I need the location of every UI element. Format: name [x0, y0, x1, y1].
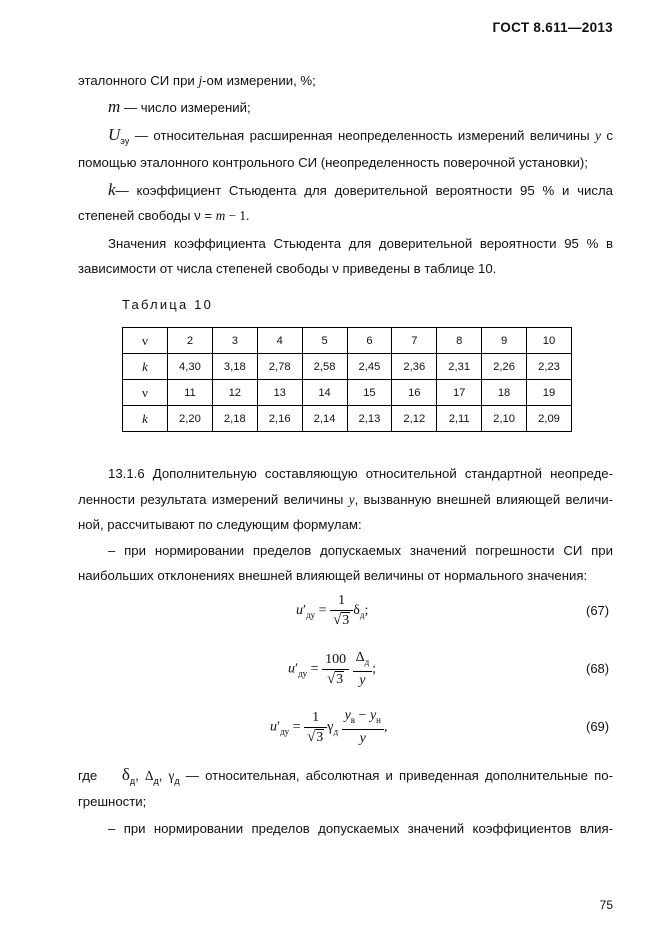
- table-cell: 2,23: [527, 354, 572, 380]
- subscript: д: [174, 776, 180, 786]
- denominator: y: [359, 731, 366, 746]
- table-cell: 4: [257, 328, 302, 354]
- prime: ′: [295, 661, 299, 677]
- bullet-1-line2: наибольших отклонениях внешней влияющей величины от нормального значения:: [78, 568, 588, 583]
- var-m: m: [108, 97, 121, 116]
- sqrt-icon: √: [333, 612, 342, 628]
- formula-lhs: u: [296, 603, 303, 619]
- equation-number-69: (69): [586, 719, 610, 734]
- punct: ,: [135, 768, 139, 783]
- text: − 1.: [225, 208, 250, 223]
- formula-lhs: u: [270, 719, 277, 735]
- text: ленности результата измерений величины: [78, 492, 349, 507]
- formula-69: [270, 708, 388, 747]
- equals-sign: =: [310, 661, 319, 677]
- denominator: [304, 728, 327, 746]
- subscript: н: [376, 715, 381, 725]
- var-U-subscript: эу: [120, 136, 130, 146]
- subscript: д: [153, 776, 159, 786]
- table-cell: 2: [168, 328, 213, 354]
- denominator: [322, 670, 349, 688]
- var-m: m: [215, 208, 226, 223]
- table-cell: 15: [347, 380, 392, 406]
- text: эталонного СИ при: [78, 73, 199, 88]
- bullet-2: – при нормировании пределов допускаемых значений коэффициентов влия-: [108, 821, 613, 836]
- table-cell: 5: [302, 328, 347, 354]
- text: с: [600, 128, 613, 143]
- fraction: [330, 593, 353, 629]
- table-row: [123, 328, 572, 354]
- gamma-symbol: γ: [168, 768, 175, 783]
- prime: ′: [277, 719, 281, 735]
- document-header: ГОСТ 8.611—2013: [492, 20, 613, 35]
- denominator: [330, 611, 353, 629]
- table-cell: 2,12: [392, 406, 437, 432]
- table-row: [123, 406, 572, 432]
- var-y: y: [369, 708, 377, 723]
- sqrt-argument: 3: [342, 613, 350, 628]
- punct: ,: [158, 768, 163, 783]
- table-cell: 19: [527, 380, 572, 406]
- table-cell: 14: [302, 380, 347, 406]
- page-number: 75: [599, 898, 613, 912]
- subscript: дy: [306, 610, 316, 621]
- var-U: U: [108, 125, 121, 144]
- table-cell: 2,16: [257, 406, 302, 432]
- subscript: д: [333, 726, 339, 737]
- section-13-1-6-line2: [78, 487, 613, 513]
- table-cell: 3: [212, 328, 257, 354]
- text: степеней свободы ν =: [78, 208, 216, 223]
- row-header: k: [123, 354, 168, 380]
- formula-68: [288, 650, 376, 689]
- formula-67: [296, 593, 368, 629]
- var-k: k: [108, 180, 116, 199]
- delta-symbol: δ: [353, 603, 360, 619]
- subscript: д: [364, 657, 370, 667]
- text: — коэффициент Стьюдента для доверительной вероятности 95 % и числа: [115, 183, 613, 198]
- minus-sign: −: [355, 708, 370, 723]
- table-cell: 4,30: [168, 354, 213, 380]
- var-y: y: [344, 708, 351, 723]
- table-cell: 3,18: [212, 354, 257, 380]
- denominator: y: [359, 673, 366, 688]
- paragraph-student: Значения коэффициента Стьюдента для доверительной вероятности 95 % в: [108, 236, 613, 251]
- table-cell: 2,13: [347, 406, 392, 432]
- fraction: [353, 650, 373, 689]
- table-cell: 2,14: [302, 406, 347, 432]
- table-cell: 2,11: [437, 406, 482, 432]
- delta-symbol: Δ: [144, 768, 154, 783]
- table-row: [123, 380, 572, 406]
- table-row: [123, 354, 572, 380]
- definition-m: [78, 94, 613, 121]
- table-cell: 16: [392, 380, 437, 406]
- where-clause-line2: грешности;: [78, 794, 147, 809]
- text: — число измерений;: [120, 100, 251, 115]
- paragraph-continuation: [78, 68, 613, 94]
- numerator: 1: [330, 593, 353, 611]
- row-header: k: [123, 406, 168, 432]
- numerator: [342, 708, 384, 730]
- sqrt-argument: 3: [336, 671, 344, 687]
- gamma-symbol: γ: [327, 719, 334, 735]
- text: , вызванную внешней влияющей величи-: [354, 492, 613, 507]
- punct: ,: [384, 719, 388, 735]
- table-body: [123, 328, 572, 432]
- student-coefficient-table: [122, 327, 572, 432]
- section-13-1-6: 13.1.6 Дополнительную составляющую относительной стандартной неопреде-: [108, 466, 613, 481]
- fraction: [304, 710, 327, 746]
- delta-symbol: δ: [121, 765, 130, 784]
- delta-symbol: Δ: [355, 650, 365, 665]
- table-cell: 2,26: [482, 354, 527, 380]
- text: — относительная, абсолютная и приведенная дополнительные по-: [179, 768, 613, 783]
- table-cell: 9: [482, 328, 527, 354]
- table-cell: 2,10: [482, 406, 527, 432]
- section-13-1-6-line3: ной, рассчитывают по следующим формулам:: [78, 517, 362, 532]
- prime: ′: [303, 603, 307, 619]
- table-cell: 11: [168, 380, 213, 406]
- subscript: д: [359, 610, 365, 621]
- sqrt-argument: 3: [316, 729, 324, 745]
- var-y: y: [348, 492, 355, 507]
- var-y: y: [595, 128, 601, 143]
- table-cell: 2,09: [527, 406, 572, 432]
- definition-k-line2: [78, 203, 613, 229]
- table-cell: 10: [527, 328, 572, 354]
- table-cell: 2,31: [437, 354, 482, 380]
- table-cell: 2,45: [347, 354, 392, 380]
- table-cell: 2,36: [392, 354, 437, 380]
- sqrt-icon: √: [307, 728, 316, 745]
- table-cell: 17: [437, 380, 482, 406]
- subscript: дy: [280, 726, 290, 737]
- fraction: [342, 708, 384, 747]
- numerator: 1: [304, 710, 327, 728]
- punct: ;: [364, 603, 369, 619]
- sqrt-icon: √: [326, 670, 336, 687]
- equation-number-68: (68): [586, 661, 610, 676]
- numerator: [353, 650, 373, 672]
- equals-sign: =: [292, 719, 301, 735]
- subscript: д: [129, 776, 136, 786]
- bullet-1: – при нормировании пределов допускаемых значений погрешности СИ при: [108, 543, 613, 558]
- text: где: [78, 768, 98, 783]
- table-cell: 12: [212, 380, 257, 406]
- table-caption: Таблица 10: [122, 297, 214, 312]
- table-cell: 6: [347, 328, 392, 354]
- table-cell: 7: [392, 328, 437, 354]
- equation-number-67: (67): [586, 603, 610, 618]
- formula-lhs: u: [288, 661, 295, 677]
- punct: ;: [372, 661, 377, 677]
- table-cell: 13: [257, 380, 302, 406]
- text: -ом измерении, %;: [202, 73, 316, 88]
- definition-u-line2: помощью эталонного контрольного СИ (неопределенность поверочной установки);: [78, 155, 588, 170]
- subscript: дy: [298, 668, 308, 679]
- table-cell: 2,78: [257, 354, 302, 380]
- numerator: 100: [322, 652, 349, 670]
- text: — относительная расширенная неопределенность измерений величины: [129, 128, 596, 143]
- definition-k: [78, 177, 613, 204]
- table-cell: 18: [482, 380, 527, 406]
- table-cell: 2,58: [302, 354, 347, 380]
- table-cell: 2,20: [168, 406, 213, 432]
- fraction: [322, 652, 349, 688]
- subscript: в: [350, 715, 356, 725]
- row-header: ν: [123, 328, 168, 354]
- paragraph-student-line2: зависимости от числа степеней свободы ν приведены в таблице 10.: [78, 261, 497, 276]
- row-header: ν: [123, 380, 168, 406]
- var-j: j: [198, 73, 203, 88]
- table-cell: 2,18: [212, 406, 257, 432]
- table-cell: 8: [437, 328, 482, 354]
- equals-sign: =: [318, 603, 327, 619]
